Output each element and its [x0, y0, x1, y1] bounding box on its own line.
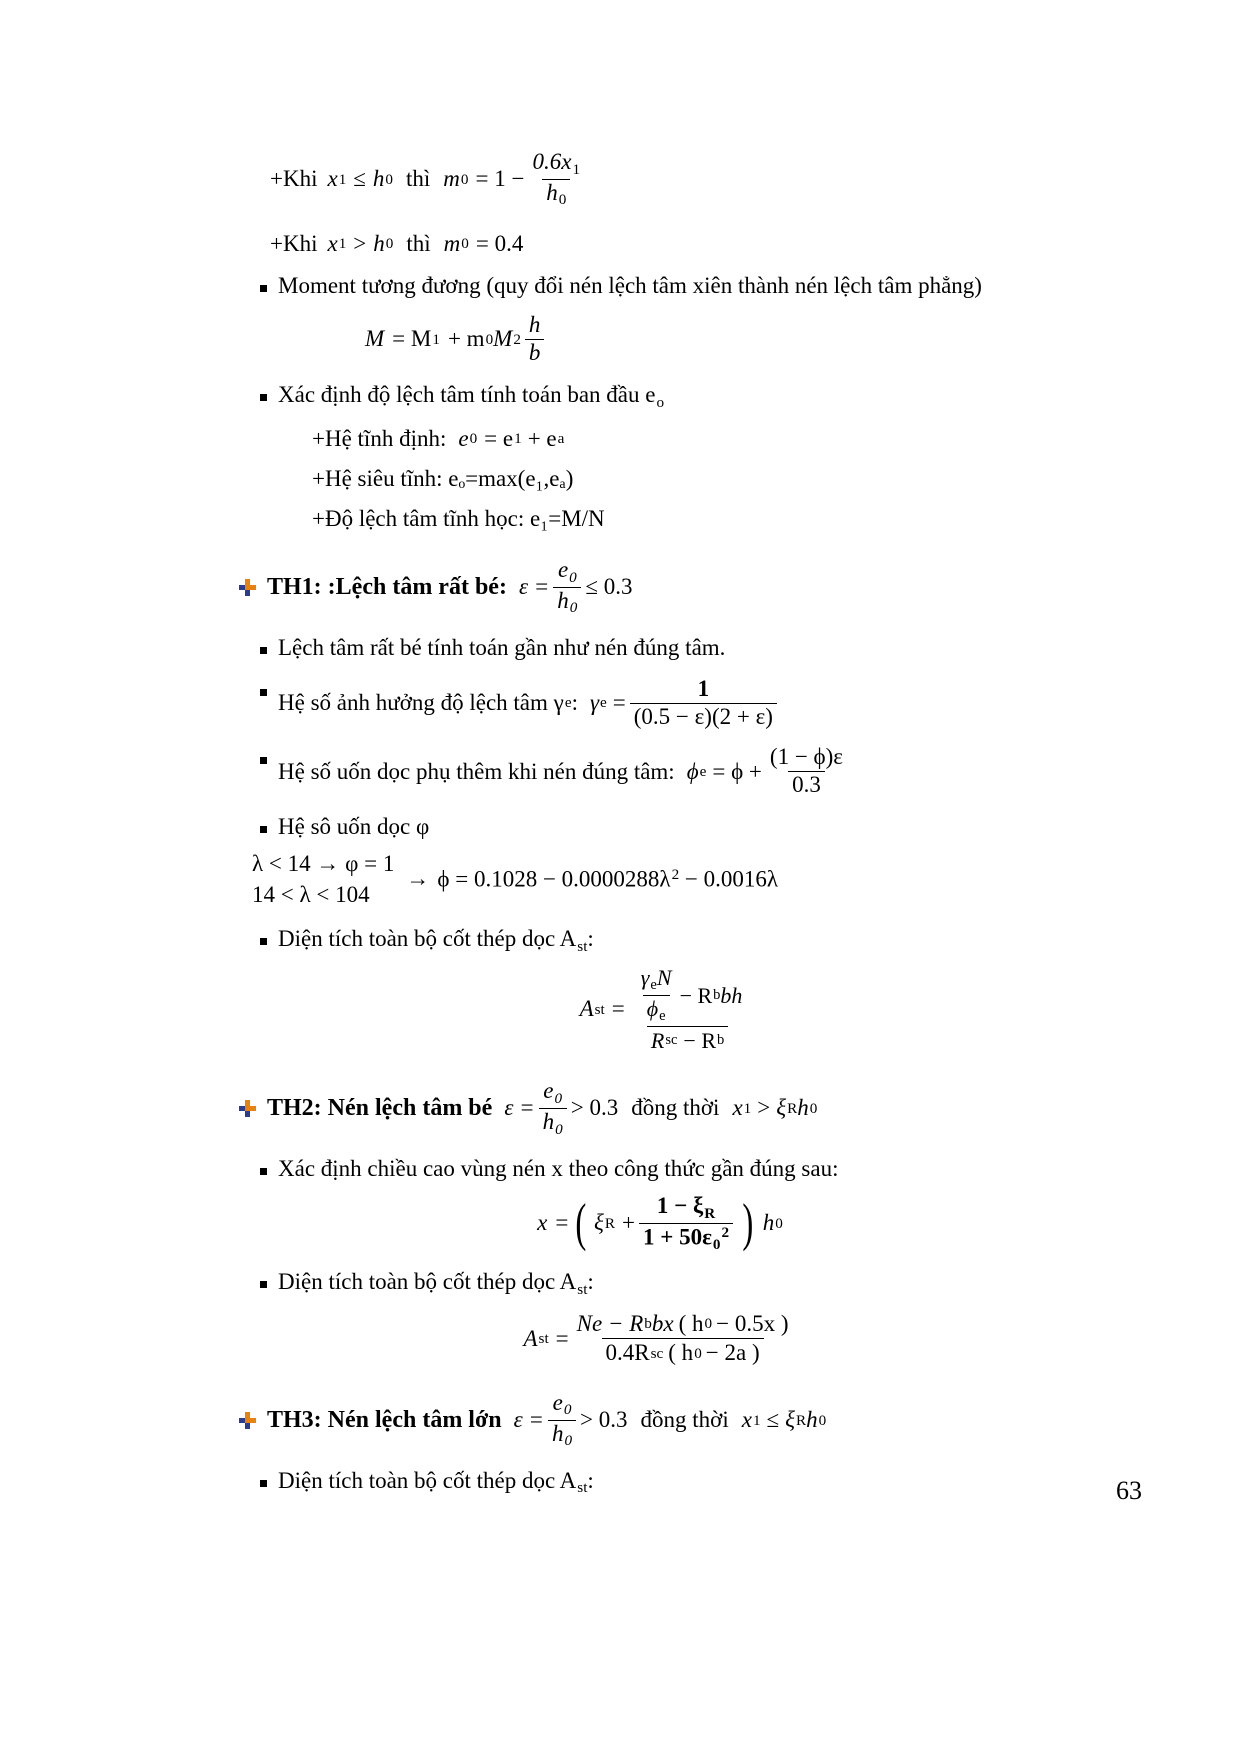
th2-fraction	[539, 1079, 567, 1138]
th1-b3-num: (1 − ϕ)ε	[769, 744, 843, 770]
phi-formula-sup: 2	[671, 865, 680, 883]
th2-x-den-sub: 0	[712, 1236, 721, 1254]
bullet-th1-5	[250, 926, 1040, 956]
th2-title: TH2: Nén lệch tâm bé	[267, 1095, 493, 1122]
khi1-rel: ≤	[353, 166, 366, 192]
cross-marker-icon	[239, 1100, 256, 1117]
bullet-moment	[250, 273, 1040, 299]
th1-ast-eq: =	[611, 996, 625, 1022]
moment-fraction	[525, 313, 545, 366]
th2-x-lhs: x	[537, 1210, 548, 1236]
khi1-var: x	[327, 166, 338, 192]
th1-frac-den-sub: 0	[569, 599, 578, 617]
th1-ast-inner-fraction	[637, 966, 676, 1025]
th2-dongthoi: đồng thời	[631, 1095, 720, 1121]
th1-ast-Rsc-sub: sc	[665, 1032, 678, 1049]
khi1-prefix: +Khi	[270, 166, 318, 192]
khi2-var-sub: 1	[338, 235, 347, 253]
th1-b2-num: 1	[697, 675, 710, 701]
th2-x-num-sub: R	[704, 1204, 716, 1222]
khi1-lhs: m	[443, 166, 460, 192]
th2-x-xi-sub: R	[604, 1214, 615, 1232]
th1-frac-num: e	[557, 556, 569, 582]
th3-condition	[514, 1391, 827, 1450]
he-tinh-dinh-label: +Hệ tĩnh định:	[312, 425, 447, 451]
th1-b5-text	[278, 926, 1040, 956]
th2-condition	[504, 1079, 817, 1138]
khi1-limit: h	[372, 166, 385, 192]
th2-rel: > 0.3	[570, 1095, 619, 1121]
th2-x-den-sup: 2	[721, 1223, 730, 1241]
th1-ast-den-Rb-sub: b	[717, 1032, 725, 1049]
equation-khi-2	[270, 231, 1040, 257]
right-paren-icon: )	[742, 1194, 754, 1253]
th2-x-den: 1 + 50ε	[642, 1224, 712, 1250]
khi1-limit-sub: 0	[385, 170, 394, 188]
th3-fraction	[548, 1391, 576, 1450]
khi1-thi: thì	[406, 166, 431, 192]
th3-title: TH3: Nén lệch tâm lớn	[267, 1406, 502, 1433]
th1-rel: ≤ 0.3	[585, 574, 633, 600]
th1-b2-label: Hệ số ảnh hưởng độ lệch tâm γ	[278, 689, 564, 715]
th1-b5-colon: :	[587, 926, 594, 952]
khi1-eq: = 1 −	[475, 166, 525, 192]
th2-ast-fraction	[573, 1311, 793, 1367]
th1-b3-row	[278, 745, 1040, 798]
moment-m1-sub: 1	[432, 330, 440, 348]
th1-ast-outer-fraction	[629, 966, 747, 1053]
th1-frac-den: h	[557, 587, 569, 613]
square-bullet-icon	[260, 938, 267, 945]
th2-frac-den: h	[542, 1109, 555, 1135]
equation-th1-ast	[250, 966, 1040, 1053]
khi2-var: x	[327, 230, 338, 256]
th2-ast-den-paren-tail: − 2a )	[705, 1340, 760, 1366]
khi1-fraction	[528, 150, 584, 209]
left-paren-icon: (	[575, 1194, 587, 1253]
th2-ast-lhs: A	[523, 1325, 538, 1351]
th1-b3-den: 0.3	[788, 771, 825, 798]
square-bullet-icon	[260, 394, 267, 401]
moment-eq: = M	[392, 326, 432, 352]
moment-lhs: M	[365, 326, 385, 352]
th2-frac-num: e	[543, 1078, 554, 1104]
khi2-lhs-sub: 0	[461, 235, 469, 253]
th3-frac-num-sub: 0	[563, 1401, 572, 1419]
lambda-conditions	[252, 848, 394, 910]
th1-b4-text: Hệ sô uốn dọc φ	[278, 814, 430, 840]
moment-m2-sub: 2	[513, 330, 521, 348]
th3-eps: ε =	[513, 1407, 544, 1433]
square-bullet-icon	[260, 1168, 267, 1175]
he-tinh-dinh-lhs: e	[458, 425, 469, 451]
th2-ast-num-paren-tail: − 0.5x )	[716, 1310, 789, 1336]
cross-marker-icon	[239, 579, 256, 596]
moment-bullet-text: Moment tương đương (quy đổi nén lệch tâm xiên thành nén lệch tâm phẳng)	[278, 273, 982, 299]
he-tinh-dinh-e1-sub: 1	[514, 430, 522, 447]
th3-cond-x-sub: 1	[752, 1411, 761, 1429]
moment-m0-sub: 0	[485, 330, 494, 348]
th1-ast-Rsc: R	[650, 1027, 665, 1053]
th1-b3-lhs-sub: e	[699, 763, 707, 781]
th1-b2-eq: =	[612, 689, 626, 715]
th1-b2-row	[278, 677, 1040, 730]
equation-th2-ast	[250, 1311, 1040, 1367]
he-tinh-dinh-ea-sub: a	[557, 430, 565, 447]
khi1-frac-num-sub: 1	[572, 160, 581, 178]
th2-ast-num-paren-sub: 0	[704, 1315, 713, 1333]
khi2-lhs: m	[443, 230, 461, 256]
th2-cond-h: h	[797, 1095, 809, 1121]
he-sieu-tinh-line: +Hệ siêu tĩnh: eₒ=max(e₁,eₐ)	[312, 465, 574, 491]
square-bullet-icon	[260, 826, 267, 833]
th2-b2-sub: st	[577, 1280, 588, 1298]
th1-b1-text: Lệch tâm rất bé tính toán gần như nén đúng tâm.	[278, 634, 726, 660]
th1-b5-sub: st	[577, 937, 588, 955]
xacdinh-eo-label: Xác định độ lệch tâm tính toán ban đầu e	[278, 381, 656, 407]
khi1-lhs-sub: 0	[460, 170, 469, 188]
th3-b1-label: Diện tích toàn bộ cốt thép dọc A	[278, 1467, 577, 1493]
phi-arrow: →	[406, 865, 430, 891]
th2-ast-num-paren: ( h	[678, 1310, 704, 1336]
th3-cond-h-sub: 0	[818, 1411, 827, 1429]
th2-ast-den-paren: ( h	[668, 1340, 694, 1366]
th3-b1-sub: st	[577, 1479, 588, 1497]
equation-khi-1	[270, 150, 1040, 209]
bullet-th1-4	[250, 814, 1040, 840]
th1-b5-label: Diện tích toàn bộ cốt thép dọc A	[278, 926, 577, 952]
th1-b2-fraction	[630, 677, 777, 730]
th1-b3-fraction	[766, 745, 847, 798]
khi2-thi: thì	[406, 230, 431, 256]
bullet-th1-3	[250, 745, 1040, 798]
th1-b2-lhs: γ	[589, 689, 600, 715]
moment-frac-den: b	[525, 339, 545, 366]
th3-cond-xi-sub: R	[796, 1411, 807, 1429]
khi1-frac-den: h	[546, 179, 558, 205]
th2-ast-num-sub: b	[644, 1315, 652, 1333]
bullet-th2-1	[250, 1156, 1040, 1182]
th2-cond-xi-sub: R	[787, 1099, 798, 1117]
xacdinh-eo-sub: o	[656, 393, 665, 411]
th3-cond-rel: ≤	[766, 1407, 780, 1433]
th1-ast-phi-sub: e	[659, 1008, 666, 1025]
th3-cond-h: h	[806, 1407, 818, 1433]
th1-ast-den-minus: − R	[683, 1027, 717, 1053]
th2-x-xi: ξ	[594, 1210, 604, 1236]
square-bullet-icon	[260, 1281, 267, 1288]
th1-title: TH1: :Lệch tâm rất bé:	[267, 573, 507, 600]
th2-ast-num-head: Ne − R	[576, 1310, 644, 1336]
bullet-th1-2	[250, 677, 1040, 730]
th1-ast-Rb-sub: b	[713, 986, 721, 1003]
th1-ast-lhs-sub: st	[594, 1000, 605, 1018]
th1-ast-gamma: γ	[640, 964, 650, 990]
th2-ast-den-paren-sub: 0	[694, 1344, 702, 1362]
phi-formula	[437, 866, 778, 893]
th2-b2-label: Diện tích toàn bộ cốt thép dọc A	[278, 1269, 577, 1295]
phi-formula-tail: − 0.0016λ	[684, 866, 779, 892]
page-number: 63	[1116, 1476, 1142, 1505]
th3-b1-colon: :	[587, 1467, 594, 1493]
khi2-limit: h	[373, 230, 385, 256]
th2-b1-text: Xác định chiều cao vùng nén x theo công thức gần đúng sau:	[278, 1155, 839, 1181]
th2-ast-num-bx: bx	[651, 1310, 674, 1336]
th1-ast-bh: bh	[720, 982, 743, 1008]
moment-plus: + m	[447, 326, 485, 352]
th1-ast-lhs: A	[579, 996, 594, 1022]
th1-b2-sub: e	[564, 694, 572, 712]
equation-he-tinh-dinh	[312, 426, 1040, 452]
he-tinh-dinh-eq: = e	[484, 425, 514, 451]
phi-formula-main: ϕ = 0.1028 − 0.0000288λ	[437, 866, 671, 892]
th2-x-fraction	[639, 1194, 733, 1253]
th3-cond-x: x	[741, 1407, 752, 1433]
th2-eps: ε =	[504, 1095, 535, 1121]
equation-th2-x	[250, 1194, 1040, 1253]
th2-ast-lhs-sub: st	[538, 1330, 549, 1348]
square-bullet-icon	[260, 1480, 267, 1487]
khi1-frac-den-sub: 0	[558, 191, 567, 209]
equation-phi-conditions	[252, 848, 1040, 910]
th2-cond-x: x	[732, 1095, 743, 1121]
khi1-frac-num: 0.6x	[532, 149, 572, 174]
th1-condition	[519, 558, 633, 617]
th2-frac-num-sub: 0	[554, 1089, 563, 1107]
th2-cond-x-sub: 1	[743, 1099, 752, 1117]
page-content	[250, 150, 1040, 1497]
th1-ast-minus-R: − R	[679, 982, 713, 1008]
lambda-cond-2: 14 < λ < 104	[252, 882, 370, 908]
moment-frac-num: h	[528, 312, 541, 338]
square-bullet-icon	[260, 285, 267, 292]
th3-frac-num: e	[552, 1389, 563, 1415]
th3-dongthoi: đồng thời	[640, 1407, 729, 1433]
th2-ast-eq: =	[555, 1325, 569, 1351]
khi2-rel: >	[353, 230, 367, 256]
th1-b3-eq: = ϕ +	[712, 758, 762, 784]
th2-x-h-sub: 0	[775, 1214, 783, 1232]
th2-x-num: 1 − ξ	[656, 1192, 704, 1218]
square-bullet-icon	[260, 757, 267, 764]
xacdinh-eo-text	[278, 382, 1040, 412]
heading-th2	[245, 1079, 1040, 1138]
th3-b1-text	[278, 1468, 1040, 1498]
th1-ast-N: N	[656, 964, 672, 990]
bullet-th2-2	[250, 1269, 1040, 1299]
th3-rel: > 0.3	[580, 1407, 628, 1433]
he-tinh-dinh-lhs-sub: 0	[469, 430, 478, 447]
th2-x-plus: +	[621, 1210, 635, 1236]
bullet-xacdinh-eo	[250, 382, 1040, 412]
do-lech-tam-tinh-hoc-line: +Độ lệch tâm tĩnh học: e₁=M/N	[312, 505, 605, 531]
th1-ast-gamma-sub: e	[650, 977, 657, 994]
th2-b2-colon: :	[587, 1269, 594, 1295]
th1-eps: ε =	[518, 574, 550, 600]
th2-cond-h-sub: 0	[809, 1099, 818, 1117]
equation-moment	[365, 313, 1040, 366]
cross-marker-icon	[239, 1412, 256, 1429]
th1-b2-lhs-sub: e	[600, 694, 607, 712]
th2-b2-text	[278, 1269, 1040, 1299]
khi1-var-sub: 1	[338, 170, 347, 188]
heading-th3	[245, 1391, 1040, 1450]
th3-frac-den-sub: 0	[564, 1432, 573, 1450]
th1-frac-num-sub: 0	[569, 568, 577, 586]
heading-th1	[245, 558, 1040, 617]
th1-b3-lhs: ϕ	[686, 758, 699, 784]
khi2-eq: = 0.4	[475, 230, 524, 256]
he-tinh-dinh-plus: + e	[527, 425, 557, 451]
th3-cond-xi: ξ	[785, 1407, 796, 1433]
th2-ast-den-sub: sc	[650, 1344, 664, 1362]
th1-b2-den: (0.5 − ε)(2 + ε)	[630, 703, 777, 730]
th2-cond-xi: ξ	[776, 1095, 787, 1121]
th2-frac-den-sub: 0	[555, 1120, 563, 1138]
th1-b3-label: Hệ số uốn dọc phụ thêm khi nén đúng tâm:	[278, 758, 675, 784]
th1-ast-phi: ϕ	[646, 995, 659, 1021]
th2-x-h: h	[762, 1210, 775, 1236]
moment-m2: M	[493, 326, 513, 352]
khi2-prefix: +Khi	[270, 230, 318, 256]
th1-fraction	[553, 558, 581, 617]
th2-cond-rel: >	[757, 1095, 771, 1121]
th3-frac-den: h	[551, 1420, 564, 1446]
square-bullet-icon	[260, 689, 267, 696]
th2-ast-den-head: 0.4R	[605, 1340, 650, 1366]
square-bullet-icon	[260, 647, 267, 654]
lambda-cond-1: λ < 14 → φ = 1	[252, 851, 395, 877]
th1-b2-colon: :	[571, 689, 578, 715]
khi2-limit-sub: 0	[385, 235, 394, 253]
bullet-th3-1	[250, 1468, 1040, 1498]
th2-x-eq: =	[555, 1210, 569, 1236]
bullet-th1-1	[250, 635, 1040, 661]
